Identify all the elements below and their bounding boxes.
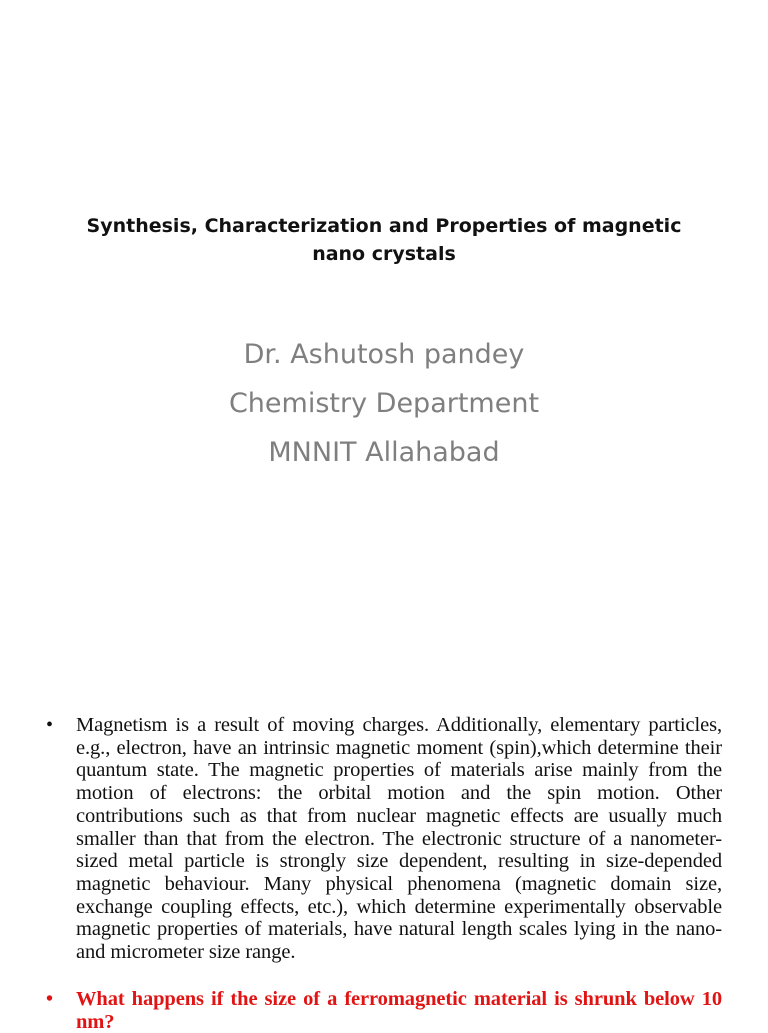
- author-block: [60, 330, 708, 477]
- bullet-text: Magnetism is a result of moving charges. Additionally, elementary particles, e.g., electron, have an intrinsic magnetic moment (spin),which determine their quantum state. The magnetic properties of materials arise mainly from the motion of electrons: the orbital motion and the spin motion. Other contributions such as that from nuclear magnetic effects are usually much smaller than that from the electron. The electronic structure of a nanometer-sized metal particle is strongly size dependent, resulting in size-depended magnetic behaviour. Many physical phenomena (magnetic domain size, exchange coupling effects, etc.), which determine experimentally observable magnetic properties of materials, have natural length scales lying in the nano- and micrometer size range.: [76, 714, 722, 964]
- slide-title: Synthesis, Characterization and Properties of magnetic nano crystals: [86, 215, 682, 265]
- author-name: Dr. Ashutosh pandey: [243, 339, 525, 370]
- bullet-text-highlight: What happens if the size of a ferromagnetic material is shrunk below 10 nm?: [76, 988, 722, 1033]
- bullet-icon: •: [46, 988, 54, 1010]
- bullet-icon: •: [46, 714, 54, 736]
- author-department: Chemistry Department: [228, 388, 540, 419]
- content-slide: [0, 700, 768, 1033]
- author-institution: MNNIT Allahabad: [268, 437, 500, 468]
